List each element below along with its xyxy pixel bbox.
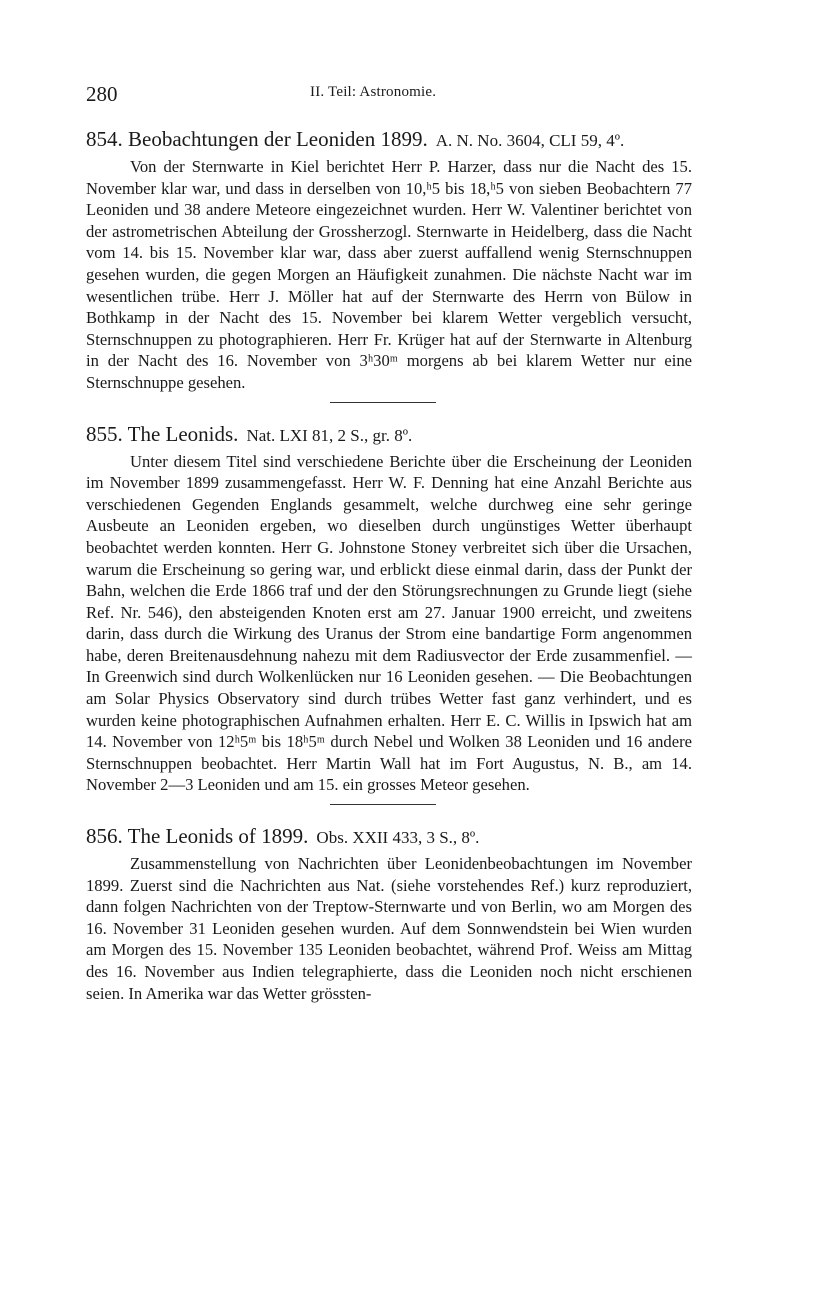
entry-855	[86, 421, 692, 797]
entry-citation: A. N. No. 3604, CLI 59, 4º.	[435, 131, 625, 150]
document-page	[86, 82, 692, 1004]
entry-title: 855. The Leonids.	[86, 421, 239, 446]
page-header	[86, 82, 692, 108]
entry-heading	[86, 823, 692, 851]
running-head: II. Teil: Astronomie.	[310, 84, 437, 100]
entry-title: 856. The Leonids of 1899.	[86, 824, 309, 849]
entry-854	[86, 126, 692, 394]
entry-text: Unter diesem Titel sind verschiedene Berichte über die Erscheinung der Leoniden im November 1899 zusammengefasst. Herr W. F. Denning hat eine Anzahl Berichte aus verschiedenen Gegenden Englands gesammelt, welche durchweg eine sehr geringe Ausbeute an Leoniden ergeben, wo dieselben durch ungünstiges Wetter überhaupt beobachtet werden konnten. Herr G. Johnstone Stoney verbreitet sich über die Ursachen, warum die Erscheinung so gering war, und erblickt diese einmal darin, dass der Punkt der Bahn, welchen die Erde 1866 traf und der den Störungsrechnungen zu Grunde liegt (siehe Ref. Nr. 546), den absteigenden Knoten erst am 27. Januar 1900 erreicht, und zweitens darin, dass durch die Wirkung des Uranus der Strom eine bandartige Form angenommen habe, deren Breitenausdehnung nahezu mit dem Radiusvector der Erde zusammenfiel. — In Greenwich sind durch Wolkenlücken nur 16 Leoniden gesehen. — Die Beobachtungen am Solar Physics Observatory sind durch trübes Wetter fast ganz verhindert, und es wurden keine photographischen Aufnahmen erhalten. Herr E. C. Willis in Ipswich hat am 14. November von 12ʰ5ᵐ bis 18ʰ5ᵐ durch Nebel und Wolken 38 Leoniden und 16 andere Sternschnuppen beobachtet. Herr Martin Wall hat im Fort Augustus, N. B., am 14. November 2—3 Leoniden und am 15. ein grosses Meteor gesehen.	[86, 451, 692, 795]
entry-title: 854. Beobachtungen der Leoniden 1899.	[86, 127, 428, 151]
entry-heading	[86, 421, 692, 449]
entry-856	[86, 823, 692, 1004]
entry-text: Von der Sternwarte in Kiel berichtet Herr P. Harzer, dass nur die Nacht des 15. November klar war, und dass in derselben von 10,ʰ5 bis 18,ʰ5 von sieben Beobachtern 77 Leoniden und 38 andere Meteore eingezeichnet wurden. Herr W. Valentiner berichtet von der astrometrischen Abteilung der Grossherzogl. Sternwarte in Heidelberg, dass die Nacht vom 14. bis 15. November klar war, dass aber zuerst auffallend wenig Sternschnuppen gesehen wurden, die gegen Morgen an Häufigkeit zunahmen. Die nächste Nacht war im wesentlichen trübe. Herr J. Möller hat auf der Sternwarte des Herrn von Bülow in Bothkamp in der Nacht des 15. November bei klarem Wetter vergeblich versucht, Sternschnuppen zu photographieren. Herr Fr. Krüger hat auf der Sternwarte in Altenburg in der Nacht des 16. November von 3ʰ30ᵐ morgens ab bei klarem Wetter nur eine Sternschnuppe gesehen.	[86, 157, 692, 392]
entry-heading	[86, 126, 692, 154]
entry-text: Zusammenstellung von Nachrichten über Leonidenbeobachtungen im November 1899. Zuerst sind die Nachrichten aus Nat. (siehe vorstehendes Ref.) kurz reproduziert, dann folgen Nachrichten von der Treptow-Sternwarte und von Berlin, wo am Morgen des 16. November 31 Leoniden gesehen wurden. Auf dem Sonnwendstein bei Wien wurden am Morgen des 15. November 135 Leoniden beobachtet, während Prof. Weiss am Mittag des 16. November aus Indien telegraphierte, dass die Leoniden noch nicht erschienen seien. In Amerika war das Wetter grössten-	[86, 854, 692, 1003]
section-divider	[330, 804, 436, 805]
entry-citation: Obs. XXII 433, 3 S., 8º.	[316, 828, 480, 848]
entry-citation: Nat. LXI 81, 2 S., gr. 8º.	[246, 425, 413, 445]
page-number: 280	[86, 82, 118, 106]
section-divider	[330, 402, 436, 403]
